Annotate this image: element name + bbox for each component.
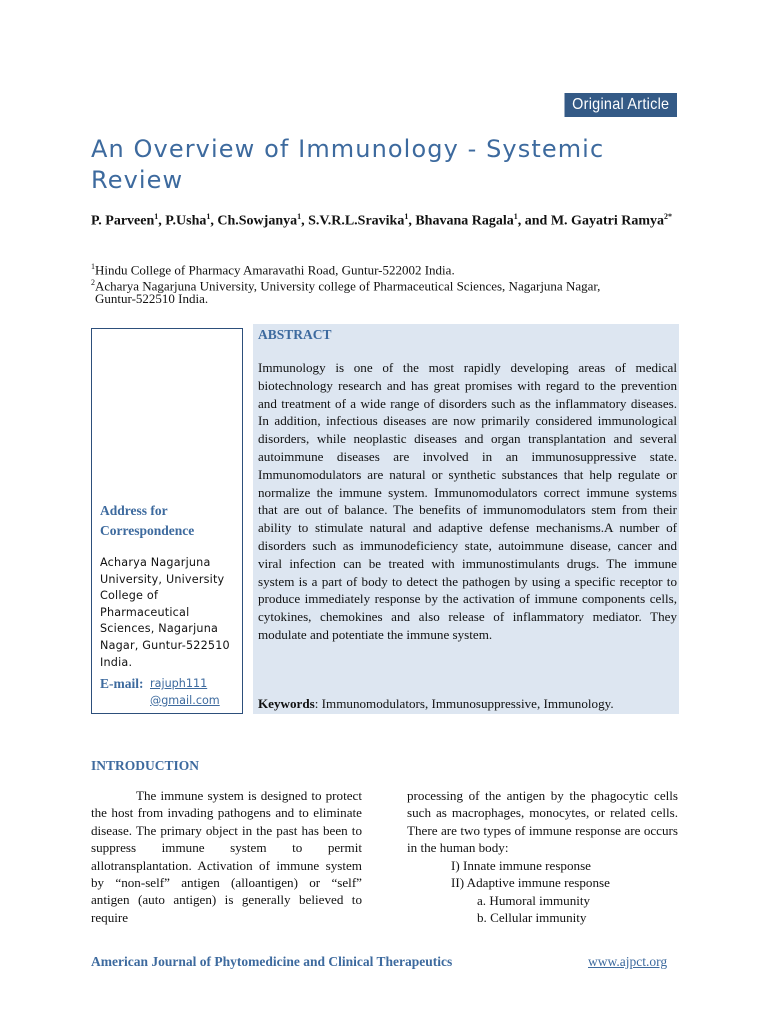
- keywords-label: Keywords: [258, 696, 315, 711]
- article-title: An Overview of Immunology - Systemic Review: [91, 135, 605, 194]
- introduction-paragraph-right: processing of the antigen by the phagocytic cells such as macrophages, monocytes, or related cells. There are two types of immune response are occurs in the human body:: [407, 788, 678, 856]
- abstract-heading: ABSTRACT: [258, 327, 332, 342]
- author-affiliation-mark: 1: [404, 212, 409, 221]
- introduction-paragraph-left: The immune system is designed to protect the host from invading pathogens and to eliminate disease. The primary object in the past has been to suppress immune system to permit allotransplantation. Activation of immune system by “non-self” antigen (alloantigen) or “self” antigen (auto antigen) is generally believed to require: [91, 788, 362, 925]
- author-name: P. Parveen: [91, 213, 155, 229]
- affiliation-text: Acharya Nagarjuna University, University college of Pharmaceutical Sciences, Nagarjuna Nagar,: [95, 278, 601, 294]
- section-heading-introduction: INTRODUCTION: [91, 758, 200, 773]
- affiliation-mark: 2: [91, 278, 95, 287]
- author-name: Ch.Sowjanya: [217, 213, 298, 229]
- email-label: E-mail:: [100, 676, 144, 691]
- list-item: a. Humoral immunity: [477, 892, 591, 908]
- list-item: II) Adaptive immune response: [451, 875, 610, 891]
- author-name: P.Usha: [165, 213, 207, 229]
- author-name: S.V.R.L.Sravika: [308, 213, 405, 229]
- author-affiliation-mark: 1: [297, 212, 302, 221]
- keywords: Keywords: Immunomodulators, Immunosuppressive, Immunology.: [258, 696, 614, 711]
- footer-website-link[interactable]: www.ajpct.org: [588, 954, 668, 969]
- author-affiliation-mark: 2*: [664, 212, 672, 221]
- email-link[interactable]: rajuph111 @gmail.com: [150, 677, 220, 707]
- author-list: P. Parveen$^1$, P.Usha$^1$, Ch.Sowjanya$^1$, S.V.R.L.Sravika$^1$, Bhavana Ragala$^1$, and M. Gayatri Ramya$^{2*}$: [91, 212, 672, 229]
- correspondence-address: Acharya Nagarjuna University, University College of Pharmaceutical Sciences, Nagarjuna Nagar, Guntur-522510 India.: [100, 556, 230, 669]
- author-name: M. Gayatri Ramya: [550, 213, 664, 229]
- email-label-text: E-mail: [100, 676, 139, 691]
- correspondence-heading: Address for Correspondence: [100, 503, 195, 538]
- author-conjunction: and: [524, 213, 548, 229]
- article-type-badge: Original Article: [565, 93, 678, 117]
- author-name: Bhavana Ragala: [415, 213, 514, 229]
- author-affiliation-mark: 1: [206, 212, 211, 221]
- author-affiliation-mark: 1: [513, 212, 518, 221]
- list-item: b. Cellular immunity: [477, 910, 587, 926]
- abstract-text: Immunology is one of the most rapidly developing areas of medical biotechnology research and has great promises with regard to the prevention and treatment of a wide range of disorders such as the inflammatory diseases. In addition, infectious diseases are now primarily considered immunological disorders, while neoplastic diseases and organ transplantation and several autoimmune diseases are involved in an immunosuppressive state. Immunomodulators are natural or synthetic substances that help regulate or normalize the immune system. Immunomodulators correct immune systems that are out of balance. The benefits of immunomodulators stem from their ability to stimulate natural and adaptive defense mechanisms.A number of disorders such as immunodeficiency state, autoimmune disease, cancer and viral infection can be treated with immunostimulants drugs. The immune system is a part of body to detect the pathogen by using a specific receptor to produce immediately response by the activation of immune components cells, cytokines, chemokines and also release of inflammatory mediator. They modulate and potentiate the immune system.: [258, 360, 677, 642]
- list-item: I) Innate immune response: [451, 858, 591, 873]
- author-affiliation-mark: 1: [154, 212, 159, 221]
- affiliation-2-continued: Guntur-522510 India.: [95, 291, 209, 306]
- keywords-text: Immunomodulators, Immunosuppressive, Immunology.: [321, 696, 614, 711]
- affiliation-text: Hindu College of Pharmacy Amaravathi Road, Guntur-522002 India.: [95, 262, 455, 278]
- affiliation-mark: 1: [91, 262, 95, 271]
- footer-journal-name: American Journal of Phytomedicine and Clinical Therapeutics: [91, 954, 453, 969]
